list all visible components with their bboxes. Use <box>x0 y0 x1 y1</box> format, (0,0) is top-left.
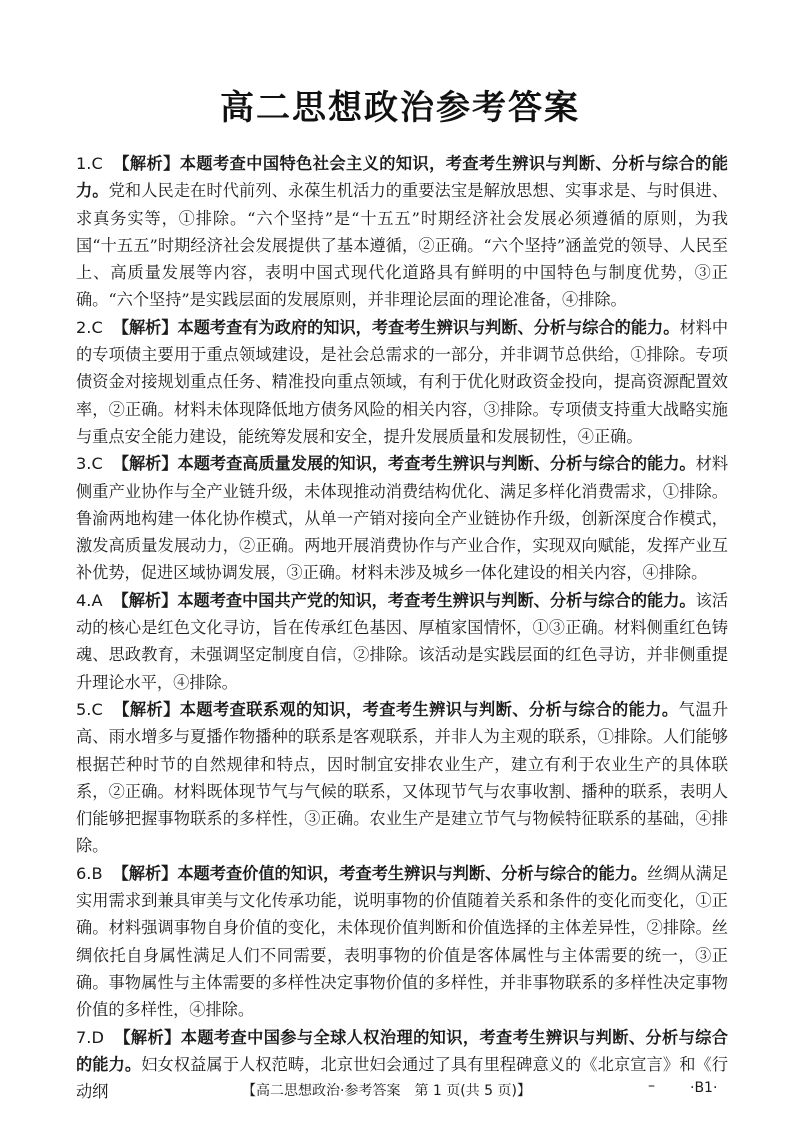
footer-page-info: 【高二思想政治·参考答案 第 1 页(共 5 页)】 <box>242 1083 531 1099</box>
item-analysis-body: 材料中的专项债主要用于重点领域建设，是社会总需求的一部分，并非调节总供给，①排除。专项债资金对接规划重点任务、精准投向重点领域，有利于优化财政资金投向，提高资源配置效率，②正确。材料未体现降低地方债务风险的相关内容，③排除。专项债支持重大战略实施与重点安全能力建设，能统筹发展和安全，提升发展质量和发展韧性，④正确。 <box>76 317 729 446</box>
item-analysis-body: 丝绸从满足实用需求到兼具审美与文化传承功能，说明事物的价值随着关系和条件的变化而变化，①正确。材料强调事物自身价值的变化，未体现价值判断和价值选择的主体差异性，②排除。丝绸依托自身属性满足人们不同需要，表明事物的价值是客体属性与主体需要的统一，③正确。事物属性与主体需要的多样性决定事物价值的多样性，并非事物联系的多样性决定事物价值的多样性，④排除。 <box>76 863 729 1020</box>
page-footer <box>0 1080 800 1102</box>
answer-item-1 <box>76 150 728 314</box>
item-answer: C <box>91 317 103 337</box>
answer-item-4 <box>76 587 728 696</box>
item-answer: B <box>91 863 103 883</box>
answer-item-5 <box>76 696 728 860</box>
item-analysis-lead: 【解析】本题考查联系观的知识，考查考生辨识与判断、分析与综合的能力。 <box>112 699 679 719</box>
item-analysis-body: 党和人民走在时代前列、永葆生机活力的重要法宝是解放思想、实事求是、与时俱进、求真务实等，①排除。“六个坚持”是“十五五”时期经济社会发展必须遵循的原则，为我国“十五五”时期经济社会发展提供了基本遵循，②正确。“六个坚持”涵盖党的领导、人民至上、高质量发展等内容，表明中国式现代化道路具有鲜明的中国特色与制度优势，③正确。“六个坚持”是实践层面的发展原则，并非理论层面的理论准备，④排除。 <box>76 181 729 310</box>
item-answer: C <box>91 699 103 719</box>
item-number: 5. <box>76 699 92 719</box>
item-analysis-body: 妇女权益属于人权范畴，北京世妇会通过了具有里程碑意义的《北京宣言》和《行动纲 <box>76 1054 729 1102</box>
item-answer: C <box>91 454 103 474</box>
item-analysis-lead: 【解析】本题考查价值的知识，考查考生辨识与判断、分析与综合的能力。 <box>112 863 648 883</box>
item-analysis-lead: 【解析】本题考查中国共产党的知识，考查考生辨识与判断、分析与综合的能力。 <box>112 590 696 610</box>
item-number: 7. <box>76 1027 92 1047</box>
answer-item-3 <box>76 450 728 586</box>
item-analysis-body: 气温升高、雨水增多与夏播作物播种的联系是客观联系，并非人为主观的联系，①排除。人们能够根据芒种时节的自然规律和特点，因时制宜安排农业生产，建立有利于农业生产的具体联系，②正确。材料既体现节气与气候的联系，又体现节气与农事收割、播种的联系，表明人们能够把握事物联系的多样性，③正确。农业生产是建立节气与物候特征联系的基础，④排除。 <box>76 699 729 856</box>
footer-mark: – <box>648 1078 655 1094</box>
item-analysis-lead: 【解析】本题考查有为政府的知识，考查考生辨识与判断、分析与综合的能力。 <box>112 317 680 337</box>
item-answer: D <box>91 1027 104 1047</box>
answer-list <box>76 150 728 1105</box>
footer-code: ·B1· <box>690 1080 718 1096</box>
item-analysis-body: 材料侧重产业协作与全产业链升级，未体现推动消费结构优化、满足多样化消费需求，①排除。鲁渝两地构建一体化协作模式，从单一产销对接向全产业链协作升级，创新深度合作模式，激发高质量发展动力，②正确。两地开展消费协作与产业合作，实现双向赋能，发挥产业互补优势，促进区域协调发展，③正确。材料未涉及城乡一体化建设的相关内容，④排除。 <box>76 454 729 583</box>
answer-item-2 <box>76 314 728 450</box>
item-answer: C <box>91 154 103 173</box>
item-analysis-lead: 【解析】本题考查高质量发展的知识，考查考生辨识与判断、分析与综合的能力。 <box>112 454 696 474</box>
item-number: 3. <box>76 454 92 474</box>
page-title: 高二思想政治参考答案 <box>220 88 580 128</box>
item-analysis-lead: 【解析】本题考查中国参与全球人权治理的知识，考查考生辨识与判断、分析与综合的能力。 <box>76 1027 728 1074</box>
answer-item-6 <box>76 860 728 1024</box>
item-analysis-lead: 【解析】本题考查中国特色社会主义的知识，考查考生辨识与判断、分析与综合的能力。 <box>76 154 728 201</box>
item-number: 6. <box>76 863 92 883</box>
item-number: 1. <box>76 154 92 173</box>
item-number: 2. <box>76 317 92 337</box>
item-analysis-body: 该活动的核心是红色文化寻访，旨在传承红色基因、厚植家国情怀，①③正确。材料侧重红色铸魂、思政教育，未强调坚定制度自信，②排除。该活动是实践层面的红色寻访，并非侧重提升理论水平，④排除。 <box>76 590 729 692</box>
item-number: 4. <box>76 590 92 610</box>
item-answer: A <box>91 590 103 610</box>
